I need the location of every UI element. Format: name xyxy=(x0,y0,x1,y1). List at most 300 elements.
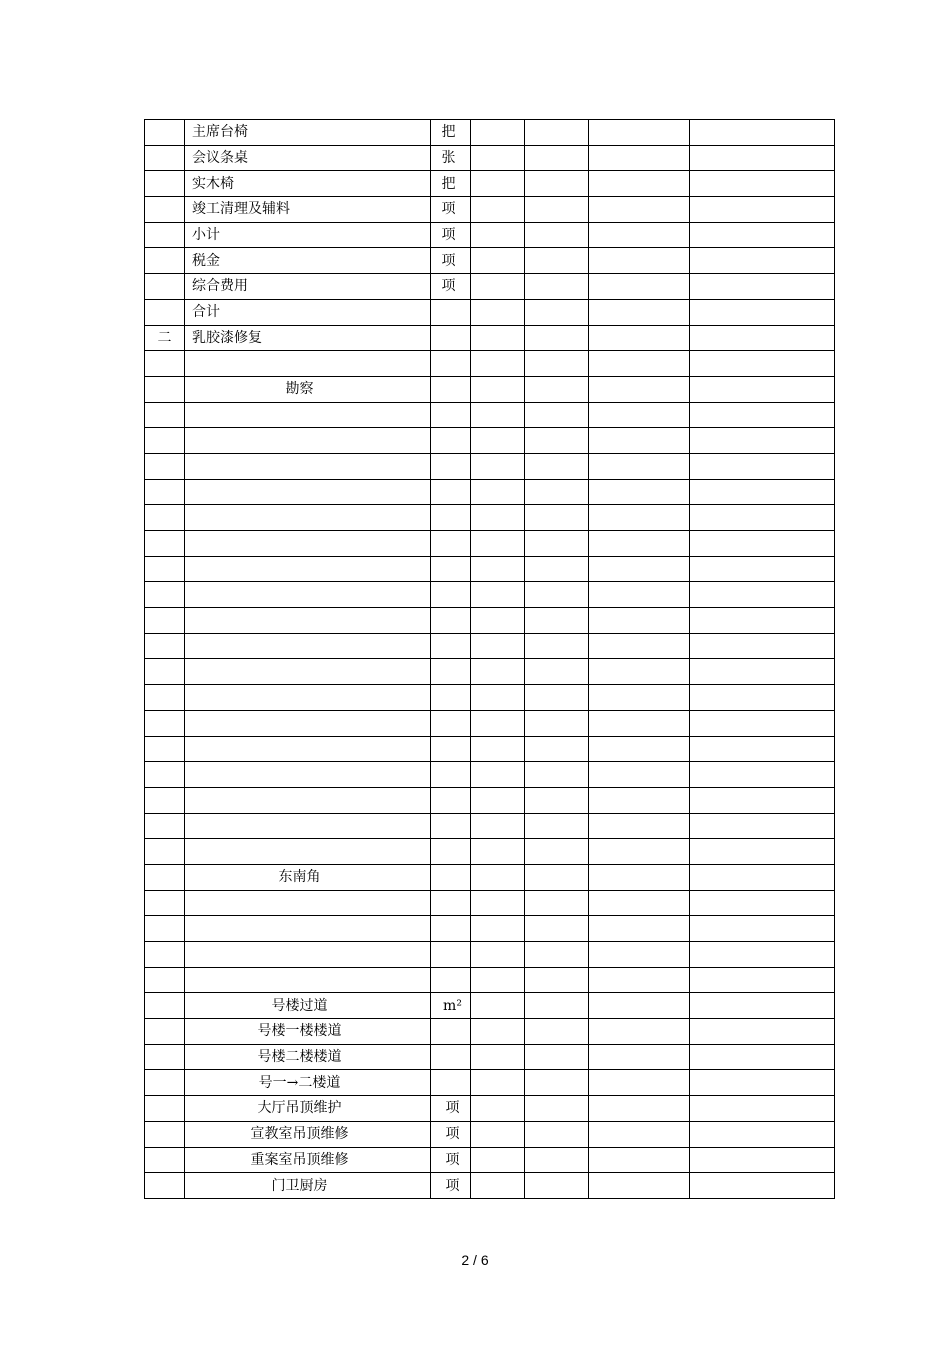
empty-cell xyxy=(690,531,835,557)
empty-cell xyxy=(471,864,525,890)
table-row xyxy=(145,839,835,865)
row-number-cell xyxy=(145,762,185,788)
empty-cell xyxy=(589,402,690,428)
table-row xyxy=(145,376,835,402)
unit-text: 张 xyxy=(441,150,456,167)
item-name-cell xyxy=(185,274,431,300)
empty-cell xyxy=(525,787,589,813)
table-row xyxy=(145,916,835,942)
row-number-cell xyxy=(145,839,185,865)
row-number-cell xyxy=(145,864,185,890)
empty-cell xyxy=(690,1121,835,1147)
item-name-cell xyxy=(185,453,431,479)
empty-cell xyxy=(471,967,525,993)
empty-cell xyxy=(690,787,835,813)
row-number-cell xyxy=(145,171,185,197)
item-name-cell xyxy=(185,967,431,993)
row-number-cell xyxy=(145,1096,185,1122)
item-name-cell xyxy=(185,1096,431,1122)
empty-cell xyxy=(690,402,835,428)
empty-cell xyxy=(471,428,525,454)
unit-cell xyxy=(431,967,471,993)
empty-cell xyxy=(589,1070,690,1096)
empty-cell xyxy=(525,428,589,454)
unit-cell xyxy=(431,659,471,685)
empty-cell xyxy=(471,299,525,325)
empty-cell xyxy=(525,864,589,890)
empty-cell xyxy=(589,325,690,351)
empty-cell xyxy=(471,839,525,865)
unit-cell xyxy=(431,402,471,428)
empty-cell xyxy=(471,608,525,634)
empty-cell xyxy=(525,171,589,197)
empty-cell xyxy=(525,376,589,402)
empty-cell xyxy=(471,505,525,531)
empty-cell xyxy=(690,274,835,300)
empty-cell xyxy=(690,582,835,608)
empty-cell xyxy=(589,120,690,146)
row-number-cell: 二 xyxy=(145,325,185,351)
unit-cell xyxy=(431,222,471,248)
empty-cell xyxy=(471,685,525,711)
item-name-cell xyxy=(185,299,431,325)
item-name-cell xyxy=(185,1019,431,1045)
empty-cell xyxy=(690,1044,835,1070)
unit-cell xyxy=(431,428,471,454)
empty-cell xyxy=(525,762,589,788)
unit-cell xyxy=(431,710,471,736)
item-name: 宣教室吊顶维修 xyxy=(250,1126,349,1143)
item-name: 综合费用 xyxy=(192,278,248,295)
item-name: 号楼二楼楼道 xyxy=(257,1049,342,1066)
empty-cell xyxy=(589,222,690,248)
empty-cell xyxy=(525,1147,589,1173)
row-number-cell xyxy=(145,993,185,1019)
empty-cell xyxy=(525,197,589,223)
row-number-cell xyxy=(145,428,185,454)
empty-cell xyxy=(589,197,690,223)
table-row xyxy=(145,1096,835,1122)
empty-cell xyxy=(690,120,835,146)
table-row xyxy=(145,505,835,531)
row-number-cell xyxy=(145,351,185,377)
table-row xyxy=(145,942,835,968)
table-row xyxy=(145,325,835,351)
empty-cell xyxy=(589,479,690,505)
item-name-cell xyxy=(185,890,431,916)
item-name-cell xyxy=(185,659,431,685)
empty-cell xyxy=(690,710,835,736)
empty-cell xyxy=(589,762,690,788)
table-row xyxy=(145,120,835,146)
empty-cell xyxy=(525,1019,589,1045)
empty-cell xyxy=(471,1019,525,1045)
empty-cell xyxy=(690,736,835,762)
row-number-cell xyxy=(145,787,185,813)
empty-cell xyxy=(471,531,525,557)
item-name-cell xyxy=(185,197,431,223)
table-row xyxy=(145,608,835,634)
unit-text: 项 xyxy=(445,1177,460,1194)
empty-cell xyxy=(525,685,589,711)
empty-cell xyxy=(589,993,690,1019)
item-name: 会议条桌 xyxy=(192,150,248,167)
unit-cell xyxy=(431,556,471,582)
empty-cell xyxy=(471,942,525,968)
empty-cell xyxy=(690,1147,835,1173)
empty-cell xyxy=(471,145,525,171)
empty-cell xyxy=(471,1044,525,1070)
item-name-cell xyxy=(185,556,431,582)
item-name-cell xyxy=(185,222,431,248)
empty-cell xyxy=(471,556,525,582)
empty-cell xyxy=(690,942,835,968)
empty-cell xyxy=(525,942,589,968)
quotation-table xyxy=(144,119,835,1199)
table-row xyxy=(145,171,835,197)
item-name-cell xyxy=(185,736,431,762)
empty-cell xyxy=(690,171,835,197)
table-row xyxy=(145,582,835,608)
unit-text: 项 xyxy=(445,1126,460,1143)
empty-cell xyxy=(471,659,525,685)
table-row xyxy=(145,531,835,557)
table-row xyxy=(145,993,835,1019)
unit-cell xyxy=(431,1096,471,1122)
table-row xyxy=(145,633,835,659)
row-number-cell xyxy=(145,145,185,171)
unit-cell xyxy=(431,890,471,916)
empty-cell xyxy=(471,248,525,274)
row-number-cell xyxy=(145,608,185,634)
row-number-cell xyxy=(145,120,185,146)
unit-cell xyxy=(431,839,471,865)
empty-cell xyxy=(471,890,525,916)
empty-cell xyxy=(589,531,690,557)
item-name-cell xyxy=(185,325,431,351)
unit-text: 项 xyxy=(445,1100,460,1117)
unit-cell xyxy=(431,633,471,659)
empty-cell xyxy=(471,916,525,942)
item-name-cell xyxy=(185,145,431,171)
empty-cell xyxy=(525,248,589,274)
empty-cell xyxy=(690,222,835,248)
empty-cell xyxy=(525,608,589,634)
unit-cell xyxy=(431,608,471,634)
item-name-cell xyxy=(185,993,431,1019)
item-name-cell xyxy=(185,916,431,942)
table-row xyxy=(145,685,835,711)
empty-cell xyxy=(690,890,835,916)
empty-cell xyxy=(690,916,835,942)
empty-cell xyxy=(690,864,835,890)
empty-cell xyxy=(525,145,589,171)
empty-cell xyxy=(525,890,589,916)
empty-cell xyxy=(589,864,690,890)
item-name: 号楼过道 xyxy=(271,997,328,1014)
empty-cell xyxy=(471,710,525,736)
table-row xyxy=(145,145,835,171)
empty-cell xyxy=(525,556,589,582)
empty-cell xyxy=(471,633,525,659)
unit-cell xyxy=(431,453,471,479)
unit-cell xyxy=(431,942,471,968)
item-name-cell xyxy=(185,582,431,608)
empty-cell xyxy=(471,582,525,608)
unit-text: 把 xyxy=(441,175,456,192)
empty-cell xyxy=(589,967,690,993)
table-row xyxy=(145,1070,835,1096)
table-row xyxy=(145,736,835,762)
table-row xyxy=(145,967,835,993)
item-name-cell xyxy=(185,1147,431,1173)
unit-cell xyxy=(431,145,471,171)
row-number-cell xyxy=(145,1147,185,1173)
unit-cell xyxy=(431,197,471,223)
table-row xyxy=(145,787,835,813)
table-row xyxy=(145,299,835,325)
empty-cell xyxy=(690,299,835,325)
table-row xyxy=(145,351,835,377)
unit-cell xyxy=(431,916,471,942)
item-name-cell xyxy=(185,839,431,865)
unit-cell xyxy=(431,1019,471,1045)
item-name-cell xyxy=(185,171,431,197)
unit-cell xyxy=(431,248,471,274)
row-number-cell xyxy=(145,376,185,402)
item-name-cell xyxy=(185,479,431,505)
empty-cell xyxy=(690,145,835,171)
unit-cell xyxy=(431,274,471,300)
item-name-cell xyxy=(185,633,431,659)
empty-cell xyxy=(690,659,835,685)
empty-cell xyxy=(525,813,589,839)
empty-cell xyxy=(525,916,589,942)
empty-cell xyxy=(690,556,835,582)
empty-cell xyxy=(690,248,835,274)
empty-cell xyxy=(589,685,690,711)
empty-cell xyxy=(471,1121,525,1147)
unit-text: 项 xyxy=(441,227,456,244)
empty-cell xyxy=(589,1019,690,1045)
empty-cell xyxy=(525,531,589,557)
row-number-cell xyxy=(145,916,185,942)
empty-cell xyxy=(690,993,835,1019)
row-number-cell xyxy=(145,890,185,916)
empty-cell xyxy=(471,787,525,813)
empty-cell xyxy=(525,993,589,1019)
unit-cell xyxy=(431,762,471,788)
empty-cell xyxy=(690,351,835,377)
row-number-cell xyxy=(145,505,185,531)
row-number-cell xyxy=(145,1044,185,1070)
empty-cell xyxy=(589,248,690,274)
unit-text: 项 xyxy=(441,278,456,295)
table-row xyxy=(145,1044,835,1070)
row-number-cell xyxy=(145,1070,185,1096)
empty-cell xyxy=(589,839,690,865)
empty-cell xyxy=(525,274,589,300)
row-number-cell xyxy=(145,556,185,582)
unit-cell xyxy=(431,685,471,711)
table-row xyxy=(145,762,835,788)
empty-cell xyxy=(589,171,690,197)
table-row xyxy=(145,1173,835,1199)
item-name-cell xyxy=(185,762,431,788)
unit-cell xyxy=(431,582,471,608)
item-name-cell xyxy=(185,505,431,531)
table-row xyxy=(145,248,835,274)
empty-cell xyxy=(471,1096,525,1122)
unit-text: 项 xyxy=(441,201,456,218)
empty-cell xyxy=(589,1044,690,1070)
unit-cell xyxy=(431,120,471,146)
empty-cell xyxy=(690,608,835,634)
empty-cell xyxy=(690,633,835,659)
empty-cell xyxy=(525,453,589,479)
item-name-cell xyxy=(185,376,431,402)
item-name-cell xyxy=(185,1044,431,1070)
unit-cell xyxy=(431,1044,471,1070)
row-number-cell xyxy=(145,736,185,762)
unit-cell xyxy=(431,171,471,197)
empty-cell xyxy=(525,736,589,762)
empty-cell xyxy=(471,453,525,479)
empty-cell xyxy=(525,582,589,608)
empty-cell xyxy=(525,1044,589,1070)
table-row xyxy=(145,890,835,916)
table-row xyxy=(145,1147,835,1173)
empty-cell xyxy=(471,1147,525,1173)
row-number-cell xyxy=(145,813,185,839)
row-number-cell xyxy=(145,453,185,479)
unit-cell xyxy=(431,1070,471,1096)
unit-text: 项 xyxy=(445,1151,460,1168)
item-name-cell xyxy=(185,608,431,634)
empty-cell xyxy=(471,274,525,300)
empty-cell xyxy=(471,120,525,146)
empty-cell xyxy=(690,1096,835,1122)
empty-cell xyxy=(589,633,690,659)
item-name-cell xyxy=(185,864,431,890)
empty-cell xyxy=(589,351,690,377)
unit-cell xyxy=(431,1121,471,1147)
empty-cell xyxy=(471,197,525,223)
item-name-cell xyxy=(185,942,431,968)
empty-cell xyxy=(690,839,835,865)
row-number-cell xyxy=(145,1121,185,1147)
page-number: 2 / 6 xyxy=(461,1252,489,1268)
empty-cell xyxy=(471,376,525,402)
table-row xyxy=(145,402,835,428)
unit-cell xyxy=(431,351,471,377)
empty-cell xyxy=(589,1096,690,1122)
empty-cell xyxy=(690,479,835,505)
empty-cell xyxy=(690,325,835,351)
row-number-cell xyxy=(145,222,185,248)
item-name: 大厅吊顶维护 xyxy=(257,1100,342,1117)
item-name-cell xyxy=(185,1173,431,1199)
empty-cell xyxy=(690,762,835,788)
empty-cell xyxy=(690,197,835,223)
empty-cell xyxy=(471,479,525,505)
row-number-cell xyxy=(145,633,185,659)
table-row xyxy=(145,453,835,479)
row-number-cell xyxy=(145,299,185,325)
empty-cell xyxy=(525,633,589,659)
item-name-cell xyxy=(185,787,431,813)
empty-cell xyxy=(690,1173,835,1199)
empty-cell xyxy=(525,1096,589,1122)
row-number-cell xyxy=(145,479,185,505)
unit-text: 把 xyxy=(441,124,456,141)
row-number-cell xyxy=(145,248,185,274)
row-number-cell xyxy=(145,967,185,993)
empty-cell xyxy=(589,659,690,685)
empty-cell xyxy=(525,1173,589,1199)
empty-cell xyxy=(471,993,525,1019)
table-row xyxy=(145,197,835,223)
item-name-cell xyxy=(185,351,431,377)
table-row xyxy=(145,710,835,736)
empty-cell xyxy=(589,428,690,454)
item-name-cell xyxy=(185,813,431,839)
empty-cell xyxy=(589,787,690,813)
item-name-cell xyxy=(185,248,431,274)
item-name: 门卫厨房 xyxy=(271,1177,328,1194)
empty-cell xyxy=(525,479,589,505)
unit-text: m² xyxy=(443,997,462,1014)
item-name-cell xyxy=(185,685,431,711)
item-name: 竣工清理及辅料 xyxy=(192,201,290,218)
empty-cell xyxy=(525,325,589,351)
unit-cell xyxy=(431,325,471,351)
empty-cell xyxy=(471,1070,525,1096)
empty-cell xyxy=(471,325,525,351)
table-row xyxy=(145,428,835,454)
empty-cell xyxy=(589,1121,690,1147)
empty-cell xyxy=(525,505,589,531)
item-name: 实木椅 xyxy=(192,175,234,192)
empty-cell xyxy=(589,813,690,839)
empty-cell xyxy=(471,171,525,197)
unit-cell xyxy=(431,736,471,762)
item-name: 号楼一楼楼道 xyxy=(257,1023,342,1040)
item-name: 合计 xyxy=(192,304,220,321)
empty-cell xyxy=(690,813,835,839)
empty-cell xyxy=(525,351,589,377)
empty-cell xyxy=(690,1070,835,1096)
item-name: 乳胶漆修复 xyxy=(192,329,262,346)
table-row xyxy=(145,479,835,505)
item-name-cell xyxy=(185,120,431,146)
item-name-cell xyxy=(185,1070,431,1096)
item-name: 主席台椅 xyxy=(192,124,248,141)
empty-cell xyxy=(589,274,690,300)
row-number-cell xyxy=(145,274,185,300)
row-number-cell xyxy=(145,402,185,428)
item-name: 号一→二楼道 xyxy=(258,1074,341,1091)
empty-cell xyxy=(471,222,525,248)
row-number-cell xyxy=(145,1019,185,1045)
row-number-cell xyxy=(145,582,185,608)
row-number-cell xyxy=(145,685,185,711)
unit-cell xyxy=(431,864,471,890)
empty-cell xyxy=(525,1121,589,1147)
empty-cell xyxy=(525,839,589,865)
item-name: 税金 xyxy=(192,252,220,269)
table-body xyxy=(145,120,835,1199)
